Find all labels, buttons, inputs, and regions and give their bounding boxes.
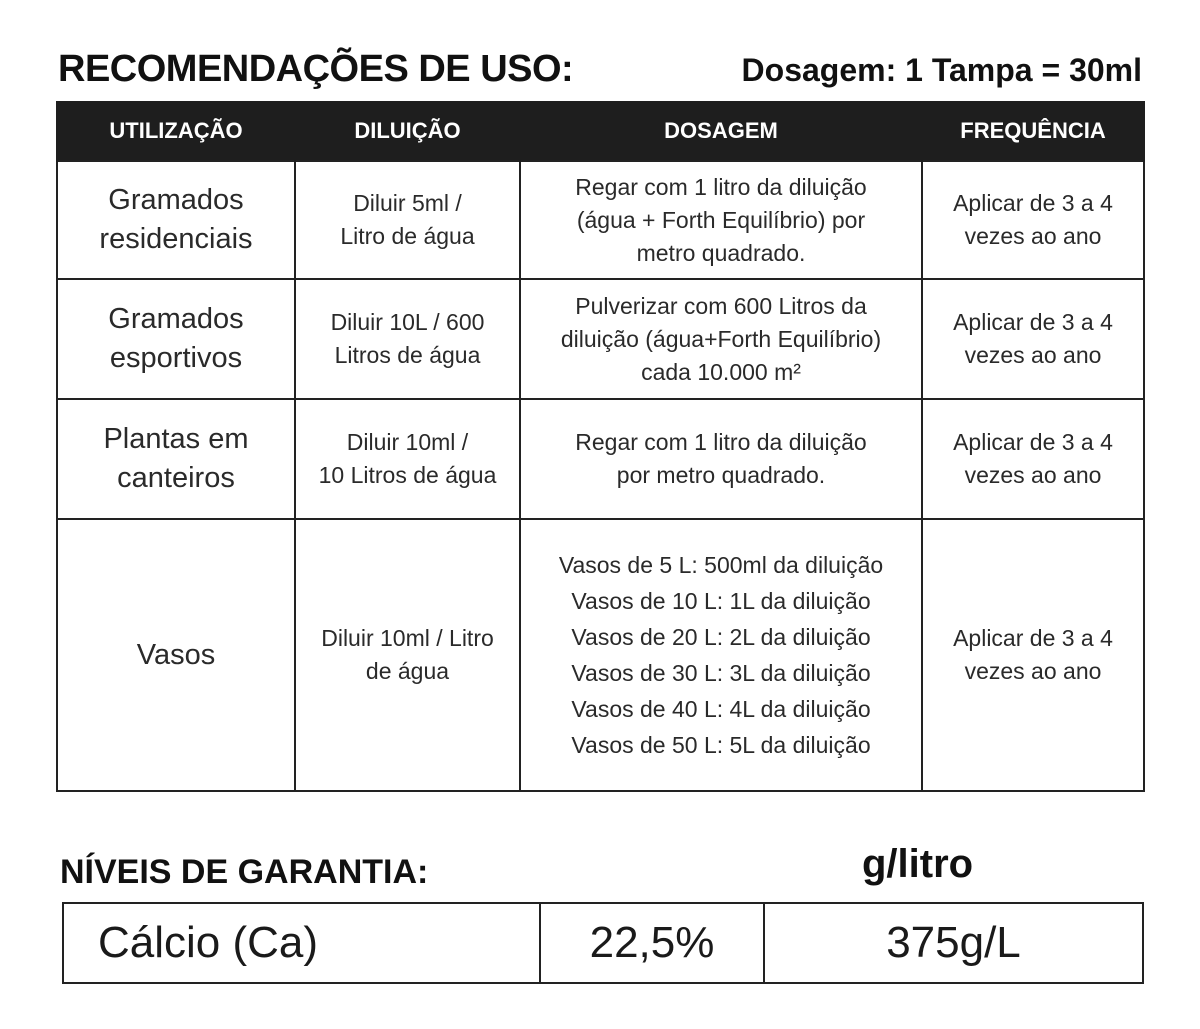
table-row	[57, 399, 1144, 519]
usage-table-header	[57, 101, 1144, 161]
dosage-cell: Regar com 1 litro da diluição por metro quadrado.	[520, 399, 922, 519]
dosage-note: Dosagem: 1 Tampa = 30ml	[741, 52, 1142, 88]
column-header-dilution: DILUIÇÃO	[295, 101, 520, 161]
unit-header: g/litro	[862, 842, 974, 886]
dilution-cell: Diluir 10ml / 10 Litros de água	[295, 399, 520, 519]
use-cell: Plantas em canteiros	[57, 399, 295, 519]
column-header-dosage: DOSAGEM	[520, 101, 922, 161]
percent-cell: 22,5%	[540, 903, 764, 983]
table-row	[57, 161, 1144, 279]
frequency-cell: Aplicar de 3 a 4 vezes ao ano	[922, 519, 1144, 791]
dosage-cell: Regar com 1 litro da diluição (água + Forth Equilíbrio) por metro quadrado.	[520, 161, 922, 279]
dosage-cell: Vasos de 5 L: 500ml da diluição Vasos de 10 L: 1L da diluição Vasos de 20 L: 2L da diluição Vasos de 30 L: 3L da diluição Vasos de 40 L: 4L da diluição Vasos de 50 L: 5L da diluição	[520, 519, 922, 791]
element-cell: Cálcio (Ca)	[63, 903, 540, 983]
frequency-cell: Aplicar de 3 a 4 vezes ao ano	[922, 399, 1144, 519]
frequency-cell: Aplicar de 3 a 4 vezes ao ano	[922, 279, 1144, 399]
table-row	[63, 903, 1143, 983]
frequency-cell: Aplicar de 3 a 4 vezes ao ano	[922, 161, 1144, 279]
use-cell: Gramados residenciais	[57, 161, 295, 279]
dilution-cell: Diluir 10L / 600 Litros de água	[295, 279, 520, 399]
guarantee-title: NÍVEIS DE GARANTIA:	[60, 853, 429, 891]
guarantee-table	[62, 902, 1144, 984]
table-row	[57, 519, 1144, 791]
per-liter-cell: 375g/L	[764, 903, 1143, 983]
dosage-cell: Pulverizar com 600 Litros da diluição (água+Forth Equilíbrio) cada 10.000 m²	[520, 279, 922, 399]
use-cell: Vasos	[57, 519, 295, 791]
recommendations-title: RECOMENDAÇÕES DE USO:	[58, 48, 574, 90]
dilution-cell: Diluir 5ml / Litro de água	[295, 161, 520, 279]
column-header-use: UTILIZAÇÃO	[57, 101, 295, 161]
use-cell: Gramados esportivos	[57, 279, 295, 399]
table-row	[57, 279, 1144, 399]
dilution-cell: Diluir 10ml / Litro de água	[295, 519, 520, 791]
usage-table	[56, 101, 1145, 792]
column-header-frequency: FREQUÊNCIA	[922, 101, 1144, 161]
